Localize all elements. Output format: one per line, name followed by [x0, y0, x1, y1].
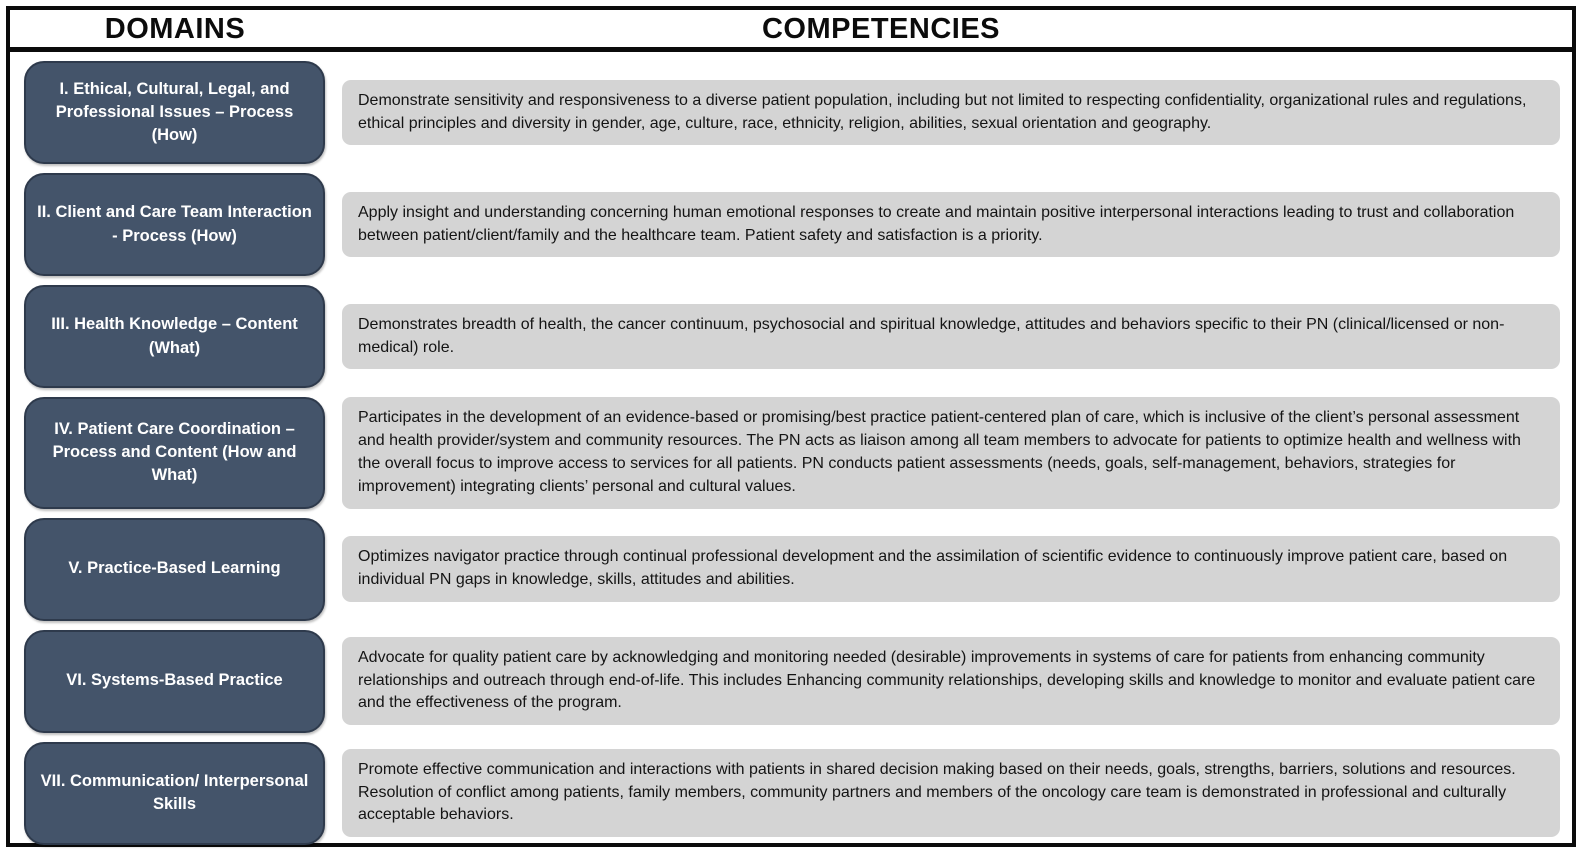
domain-box-5	[24, 518, 325, 621]
domain-box-2	[24, 173, 325, 276]
domain-label: V. Practice-Based Learning	[68, 557, 280, 580]
competency-box-3	[342, 304, 1560, 370]
domain-label: II. Client and Care Team Interaction - Process (How)	[35, 201, 314, 247]
domain-label: VII. Communication/ Interpersonal Skills	[35, 770, 314, 816]
competency-text: Apply insight and understanding concerning human emotional responses to create and maintain positive interpersonal interactions leading to trust and collaboration between patient/client/family and the healthcare team. Patient safety and satisfaction is a priority.	[358, 202, 1544, 248]
competency-text: Demonstrate sensitivity and responsiveness to a diverse patient population, including but not limited to respecting confidentiality, organizational rules and regulations, ethical principles and diversity in gender, age, culture, race, ethnicity, religion, abilities, sexual orientation and geography.	[358, 90, 1544, 136]
domain-box-6	[24, 630, 325, 733]
competency-box-5	[342, 536, 1560, 602]
domain-box-3	[24, 285, 325, 388]
table-row	[24, 61, 1560, 164]
competency-box-2	[342, 192, 1560, 258]
domains-competencies-table	[6, 6, 1576, 847]
table-row	[24, 173, 1560, 276]
domain-label: III. Health Knowledge – Content (What)	[35, 313, 314, 359]
table-row	[24, 742, 1560, 845]
domain-label: IV. Patient Care Coordination – Process and Content (How and What)	[35, 418, 314, 487]
competency-box-6	[342, 637, 1560, 726]
competency-text: Optimizes navigator practice through continual professional development and the assimilation of scientific evidence to continuously improve patient care, based on individual PN gaps in knowledge, skills, attitudes and abilities.	[358, 546, 1544, 592]
domains-column-header: DOMAINS	[10, 13, 340, 44]
competency-text: Participates in the development of an evidence-based or promising/best practice patient-centered plan of care, which is inclusive of the client’s personal assessment and health provider/system and community resources. The PN acts as liaison among all team members to advocate for patients to optimize health and wellness with the overall focus to improve access to services for all patients. PN conducts patient assessments (needs, goals, self-management, behaviors, strategies for improvement) integrating clients’ personal and cultural values.	[358, 407, 1544, 499]
table-row	[24, 630, 1560, 733]
table-header	[10, 10, 1572, 52]
competency-text: Promote effective communication and interactions with patients in shared decision making based on their needs, goals, strengths, barriers, solutions and resources. Resolution of conflict among patients, family members, community partners and members of the oncology care team is demonstrated in professional and culturally acceptable behaviors.	[358, 759, 1544, 828]
domain-label: VI. Systems-Based Practice	[66, 669, 282, 692]
domain-box-7	[24, 742, 325, 845]
competency-box-7	[342, 749, 1560, 838]
competency-text: Advocate for quality patient care by acknowledging and monitoring needed (desirable) improvements in systems of care for patients from enhancing community relationships and outreach through end-of-life. This includes Enhancing community relationships, developing skills and knowledge to monitor and evaluate patient care and the effectiveness of the program.	[358, 647, 1544, 716]
competency-text: Demonstrates breadth of health, the cancer continuum, psychosocial and spiritual knowledge, attitudes and behaviors specific to their PN (clinical/licensed or non-medical) role.	[358, 314, 1544, 360]
domain-label: I. Ethical, Cultural, Legal, and Professional Issues – Process (How)	[35, 78, 314, 147]
competency-box-1	[342, 80, 1560, 146]
competencies-column-header: COMPETENCIES	[340, 13, 1572, 44]
domain-box-1	[24, 61, 325, 164]
table-body	[10, 52, 1572, 858]
competency-box-4	[342, 397, 1560, 509]
domain-box-4	[24, 397, 325, 509]
table-row	[24, 518, 1560, 621]
table-row	[24, 397, 1560, 509]
table-row	[24, 285, 1560, 388]
